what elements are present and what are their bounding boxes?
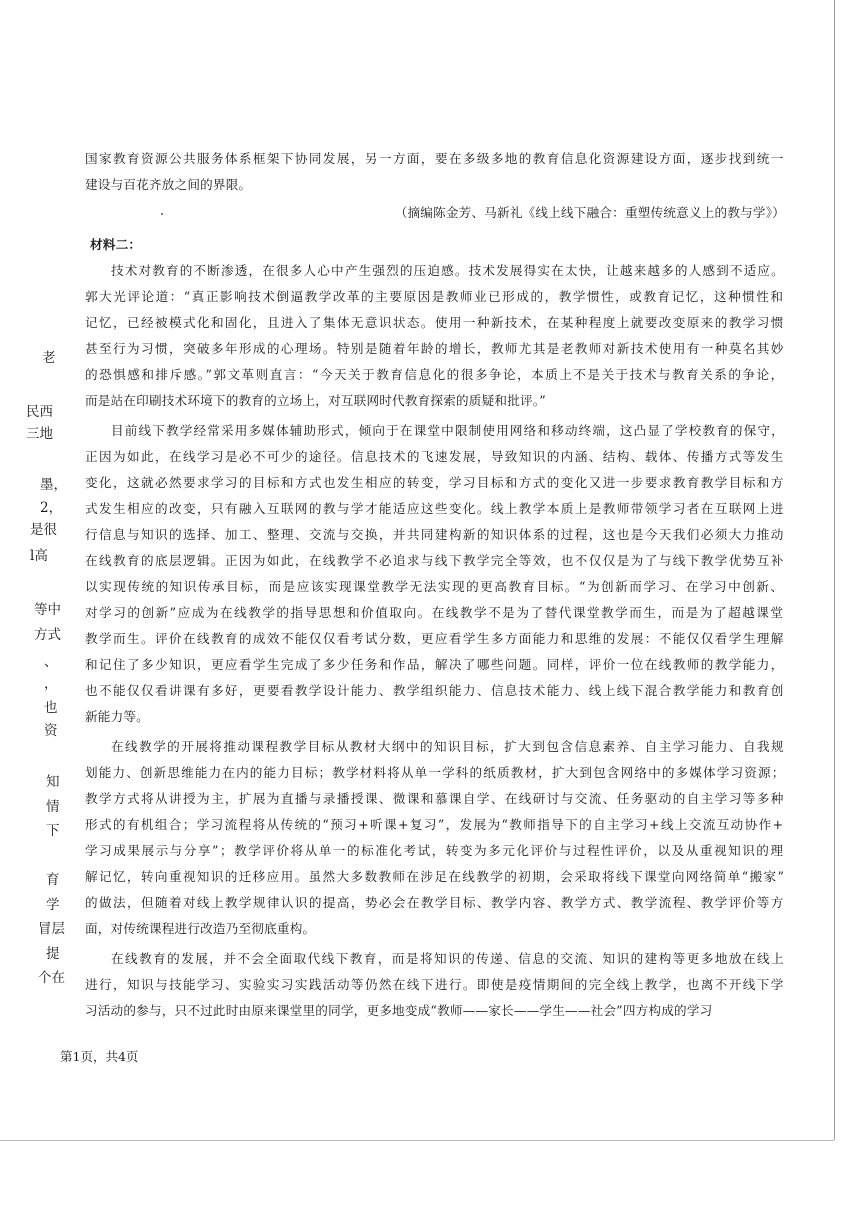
paragraph — [85, 734, 785, 942]
margin-fragment: 个在 — [38, 970, 65, 986]
text-line: 记忆，已经被模式化和固化，且进入了集体无意识状态。使用一种新技术，在某种程度上就要改变原来的教学习惯 — [85, 315, 785, 330]
paragraph — [85, 258, 785, 414]
text-line: 行信息与知识的选择、加工、整理、交流与交换，并共同建构新的知识体系的过程，这也是今天我们必须大力推动 — [85, 527, 785, 542]
text-line: 习活动的参与，只不过此时由原来课堂里的同学，更多地变成“教师——家长——学生——社会”四方构成的学习 — [85, 1003, 713, 1018]
document-body — [85, 146, 785, 1024]
paragraph — [85, 946, 785, 1024]
text-line: 面，对传统课程进行改造乃至彻底重构。 — [85, 921, 316, 936]
text-line: 变化，这就必然要求学习的目标和方式也发生相应的转变，学习目标和方式的变化又进一步要求教育教学目标和方 — [85, 475, 785, 490]
margin-fragment: 、 — [44, 654, 58, 670]
text-line: 在线教学的开展将推动课程教学目标从教材大纲中的知识目标，扩大到包含信息素养、自主学习能力、自我规 — [111, 739, 786, 754]
margin-fragment: 提 — [46, 946, 60, 962]
text-line: 的做法，但随着对线上教学规律认识的提高，势必会在教学目标、教学内容、教学方式、教学流程、教学评价等方 — [85, 895, 785, 910]
page-right-edge — [834, 0, 835, 1140]
text-line: 建设与百花齐放之间的界限。 — [85, 177, 252, 192]
text-line: 国家教育资源公共服务体系框架下协同发展，另一方面，要在多级多地的教育信息化资源建设方面，逐步找到统一 — [85, 151, 785, 166]
margin-fragment: 方式 — [34, 627, 61, 643]
text-line: 而是站在印刷技术环境下的教育的立场上，对互联网时代教育探索的质疑和批评。” — [85, 393, 546, 408]
margin-fragment: 资 — [44, 723, 58, 739]
margin-fragment: 老 — [42, 350, 56, 366]
margin-fragment: 墨， — [40, 477, 67, 493]
section-heading: 材料二： — [90, 237, 142, 252]
text-line: 解记忆，转向重视知识的迁移应用。虽然大多数教师在涉足在线教学的初期，会采取将线下课堂向网络简单“搬家” — [85, 869, 786, 884]
text-line: 教学方式将从讲授为主，扩展为直播与录播授课、微课和慕课自学、在线研讨与交流、任务驱动的自主学习等多种 — [85, 791, 785, 806]
page-number: 第1页，共4页 — [60, 1049, 139, 1064]
text-line: 和记住了多少知识，更应看学生完成了多少任务和作品，解决了哪些问题。同样，评价一位在线教师的教学能力， — [85, 657, 785, 672]
text-line: 教学而生。评价在线教育的成效不能仅仅看考试分数，更应看学生多方面能力和思维的发展：不能仅仅看学生理解 — [85, 631, 785, 646]
text-line: 的恐惧感和排斥感。”郭文革则直言：“今天关于教育信息化的很多争论，本质上不是关于技术与教育关系的争论， — [85, 367, 785, 382]
text-line: 甚至行为习惯，突破多年形成的心理场。特别是随着年龄的增长，教师尤其是老教师对新技术使用有一种莫名其妙 — [85, 341, 785, 356]
margin-fragment: 情 — [46, 799, 60, 815]
margin-fragment: 也 — [44, 700, 58, 716]
margin-fragment: 是很 — [30, 522, 57, 538]
text-line: 式发生相应的改变，只有融入互联网的教与学才能适应这些变化。线上教学本质上是教师带领学习者在互联网上进 — [85, 501, 785, 516]
margin-fragment: 三地 — [26, 426, 53, 442]
text-line: 划能力、创新思维能力在内的能力目标；教学材料将从单一学科的纸质教材，扩大到包含网络中的多媒体学习资源； — [85, 765, 786, 780]
text-line: 对学习的创新”应成为在线教学的指导思想和价值取向。在线教学不是为了替代课堂教学而生，而是为了超越课堂 — [85, 605, 785, 620]
margin-fragment: 学 — [46, 897, 60, 913]
margin-fragment: 育 — [46, 872, 60, 888]
text-line: 正因为如此，在线学习是必不可少的途径。信息技术的飞速发展，导致知识的内涵、结构、载体、传播方式等发生 — [85, 449, 785, 464]
text-line: 形式的有机组合；学习流程将从传统的“预习+听课+复习”，发展为“教师指导下的自主学习+线上交流互动协作+ — [85, 817, 785, 832]
text-line: 在线教育的发展，并不会全面取代线下教育，而是将知识的传递、信息的交流、知识的建构等更多地放在线上 — [111, 951, 786, 966]
text-line: 技术对教育的不断渗透，在很多人心中产生强烈的压迫感。技术发展得实在太快，让越来越多的人感到不适应。 — [111, 263, 785, 278]
margin-fragment: ， — [44, 676, 58, 692]
margin-fragment: 冒层 — [38, 921, 65, 937]
margin-fragment: 民西 — [26, 404, 53, 420]
margin-fragment: 知 — [46, 774, 60, 790]
text-line: 在线教育的底层逻辑。正因为如此，在线教学不必追求与线下教学完全等效，也不仅仅是为了与线下教学优势互补 — [85, 553, 785, 568]
margin-fragment: 2， — [40, 500, 63, 516]
paragraph — [85, 418, 785, 730]
source-citation: （摘编陈金芳、马新礼《线上线下融合：重塑传统意义上的教与学》） — [394, 205, 785, 220]
text-line: 新能力等。 — [85, 709, 149, 724]
text-line: 郭大光评论道：“真正影响技术倒逼教学改革的主要原因是教师业已形成的，教学惯性，或教育记忆，这种惯性和 — [85, 289, 785, 304]
text-line: 目前线下教学经常采用多媒体辅助形式，倾向于在课堂中限制使用网络和移动终端，这凸显了学校教育的保守， — [111, 423, 785, 438]
text-line: 学习成果展示与分享”；教学评价将从单一的标准化考试，转变为多元化评价与过程性评价，以及从重视知识的理 — [85, 843, 785, 858]
page-bottom-edge — [0, 1140, 834, 1141]
margin-fragment: l高 — [30, 548, 48, 564]
text-line: 以实现传统的知识传承目标，而是应该实现课堂教学无法实现的更高教育目标。“为创新而学习、在学习中创新、 — [85, 579, 785, 594]
text-line: 也不能仅仅看讲课有多好，更要看教学设计能力、教学组织能力、信息技术能力、线上线下混合教学能力和教育创 — [85, 683, 785, 698]
margin-fragment: 等中 — [34, 602, 61, 618]
text-line: 进行，知识与技能学习、实验实习实践活动等仍然在线下进行。即使是疫情期间的完全线上教学，也离不开线下学 — [85, 977, 785, 992]
margin-fragment: 下 — [46, 823, 60, 839]
